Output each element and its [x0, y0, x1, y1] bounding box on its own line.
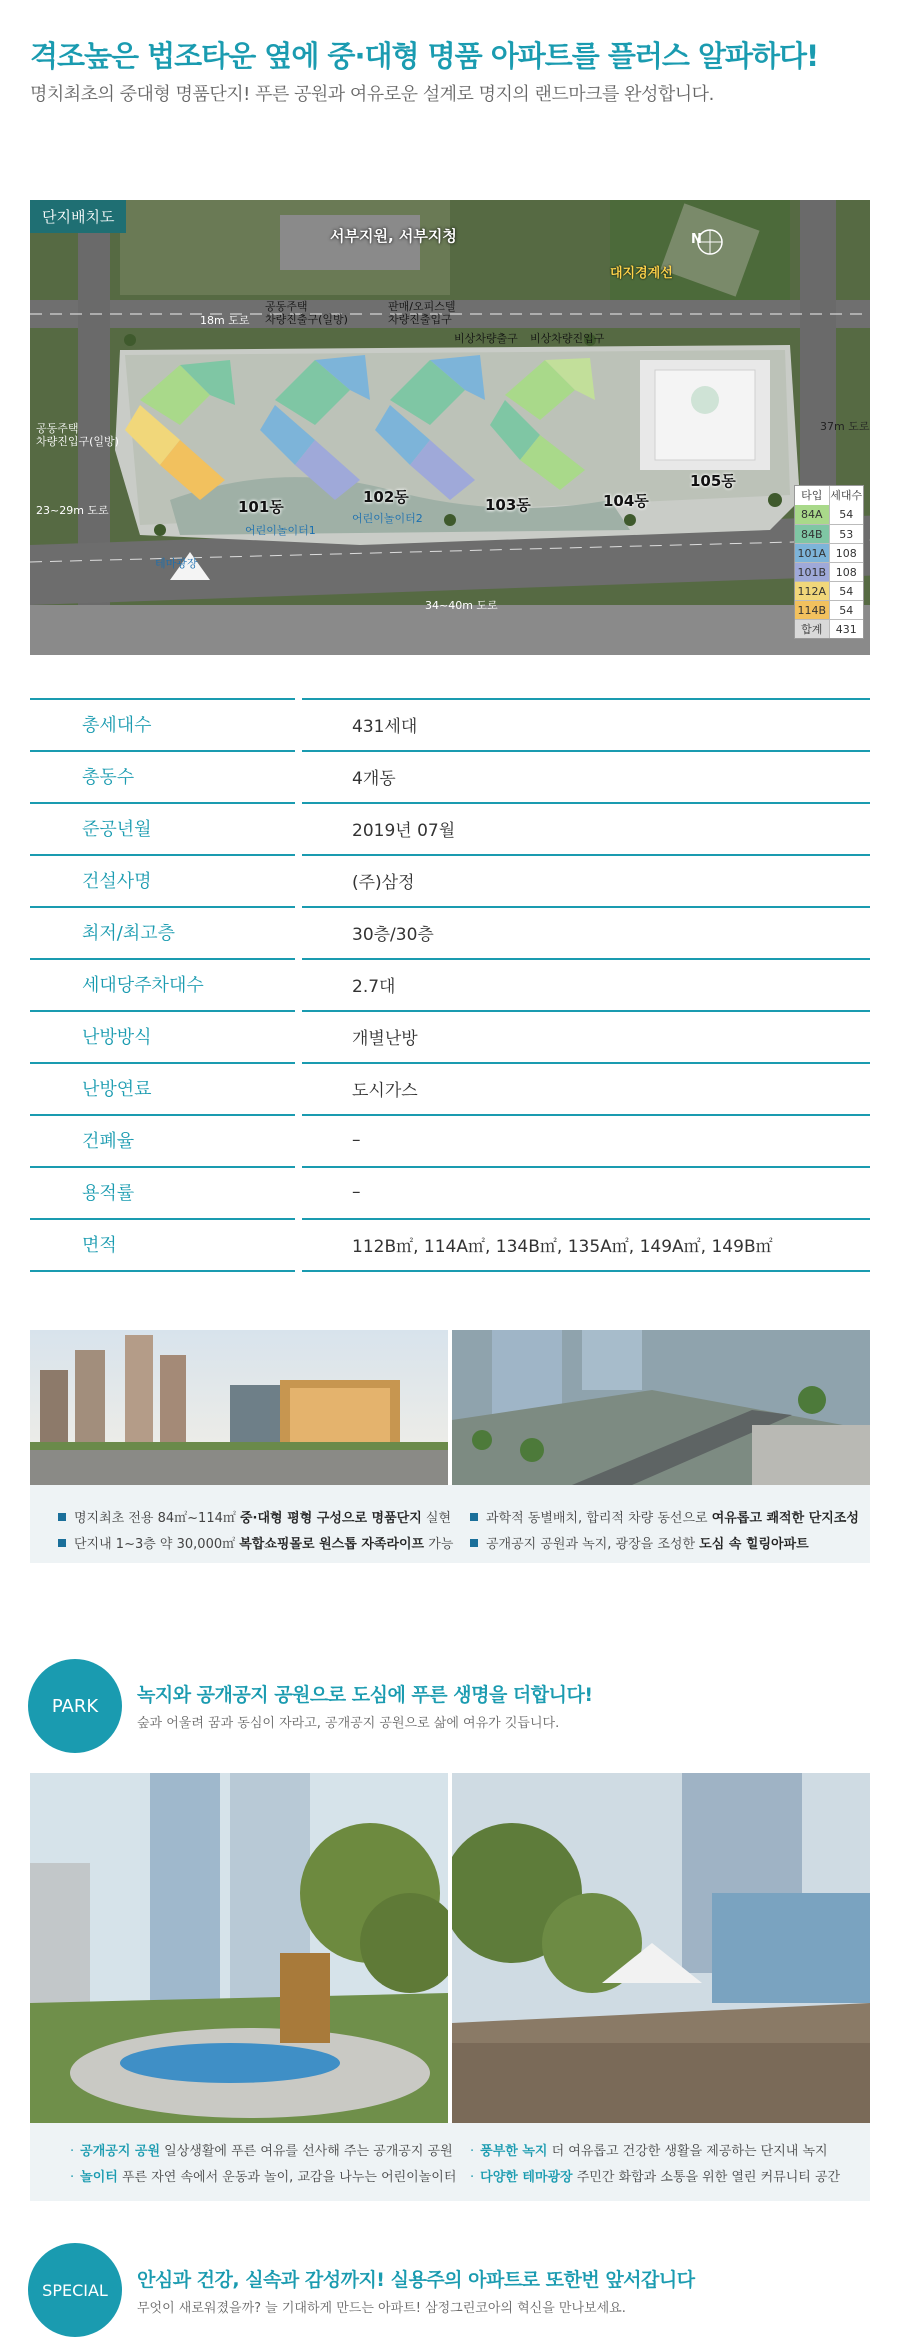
spec-key: 총세대수 [82, 715, 152, 736]
park-features-panel [30, 2123, 870, 2201]
emergency-entry-label: 비상차량진입구 [530, 332, 605, 345]
park-feature-3: · 놀이터 푸른 자연 속에서 운동과 놀이, 교감을 나누는 어린이놀이터 [70, 2170, 457, 2185]
photo-playground [30, 1773, 448, 2123]
spec-key: 준공년월 [82, 819, 152, 840]
spec-value: – [352, 1182, 361, 1202]
block-102-label: 102동 [363, 488, 409, 506]
park-title: 녹지와 공개공지 공원으로 도심에 푸른 생명을 더합니다! [137, 1684, 593, 1706]
spec-key: 면적 [82, 1235, 117, 1256]
park-feature-4: · 다양한 테마광장 주민간 화합과 소통을 위한 열린 커뮤니티 공간 [470, 2170, 841, 2185]
block-105-label: 105동 [690, 472, 736, 490]
photo-exterior-street [30, 1330, 448, 1485]
park-subtitle: 숲과 어울려 꿈과 동심이 자라고, 공개공지 공원으로 삶에 여유가 깃듭니다. [137, 1716, 560, 1731]
spec-value: 2.7대 [352, 976, 396, 997]
plaza-label: 테마광장 [155, 557, 198, 570]
spec-key: 난방연료 [82, 1079, 152, 1100]
legend-header-type: 타입 [801, 489, 823, 502]
legend-type: 84A [795, 505, 829, 524]
spec-value: 2019년 07월 [352, 820, 456, 841]
legend-type: 114B [795, 601, 829, 619]
site-plan-map [30, 200, 870, 655]
office-entry-label: 판매/오피스텔 차량진출입구 [388, 300, 456, 326]
spec-row [30, 1010, 870, 1062]
site-plan-graphic [30, 200, 870, 655]
photo-aerial-street [452, 1330, 870, 1485]
playground2-label: 어린이놀이터2 [352, 512, 423, 525]
spec-value: 30층/30층 [352, 924, 434, 945]
legend-header [795, 486, 863, 505]
emergency-exit-label: 비상차량출구 [454, 332, 518, 345]
legend-count: 54 [829, 505, 864, 524]
spec-row [30, 1062, 870, 1114]
spec-row [30, 906, 870, 958]
spec-key: 총동수 [82, 767, 135, 788]
legend-count: 108 [829, 563, 864, 581]
park-badge: PARK [28, 1659, 122, 1753]
legend-type: 합계 [795, 620, 829, 638]
legend-row [795, 562, 863, 581]
legend-row [795, 581, 863, 600]
road-18m-label: 18m 도로 [200, 314, 250, 327]
spec-row [30, 854, 870, 906]
spec-value: 112B㎡, 114A㎡, 134B㎡, 135A㎡, 149A㎡, 149B㎡ [352, 1236, 773, 1257]
spec-value: 4개동 [352, 768, 396, 789]
apt-entry-label: 공동주택 차량진입구(일방) [36, 422, 119, 448]
spec-table [30, 698, 870, 1272]
legend-row [795, 600, 863, 619]
court-label: 서부지원, 서부지청 [330, 227, 457, 245]
spec-row [30, 802, 870, 854]
compass-icon: N [691, 232, 702, 247]
legend-count: 53 [829, 525, 864, 543]
block-104-label: 104동 [603, 492, 649, 510]
spec-value: 개별난방 [352, 1028, 418, 1049]
feature-item-3: 단지내 1~3층 약 30,000㎡ 복합쇼핑몰로 원스톱 자족라이프 가능 [58, 1533, 453, 1552]
legend-header-count: 세대수 [829, 486, 864, 505]
legend-row [795, 543, 863, 562]
legend-row [795, 505, 863, 524]
spec-key: 난방방식 [82, 1027, 152, 1048]
spec-bottom-border [30, 1270, 870, 1272]
block-103-label: 103동 [485, 496, 531, 514]
boundary-label: 대지경계선 [610, 266, 673, 281]
spec-row [30, 1166, 870, 1218]
spec-row [30, 698, 870, 750]
apt-exit-label: 공동주택 차량진출구(일방) [265, 300, 348, 326]
feature-item-4: 공개공지 공원과 녹지, 광장을 조성한 도심 속 힐링아파트 [470, 1533, 809, 1552]
park-feature-2: · 풍부한 녹지 더 여유롭고 건강한 생활을 제공하는 단지내 녹지 [470, 2144, 828, 2159]
legend-count: 54 [829, 582, 864, 600]
special-subtitle: 무엇이 새로워졌을까? 늘 기대하게 만드는 아파트! 삼정그린코아의 혁신을 만나보세요. [137, 2301, 626, 2316]
spec-key: 세대당주차대수 [82, 975, 204, 996]
page-title: 격조높은 법조타운 옆에 중·대형 명품 아파트를 플러스 알파하다! [30, 39, 819, 73]
special-title: 안심과 건강, 실속과 감성까지! 실용주의 아파트로 또한번 앞서갑니다 [137, 2269, 695, 2291]
spec-key: 용적률 [82, 1183, 135, 1204]
spec-row [30, 1218, 870, 1270]
site-plan-tag: 단지배치도 [30, 200, 126, 233]
spec-value: – [352, 1130, 361, 1150]
spec-row [30, 750, 870, 802]
spec-key: 최저/최고층 [82, 923, 176, 944]
legend-type: 101A [795, 544, 829, 562]
spec-key: 건폐율 [82, 1131, 135, 1152]
legend-type: 84B [795, 525, 829, 543]
park-feature-1: · 공개공지 공원 일상생활에 푸른 여유를 선사해 주는 공개공지 공원 [70, 2144, 453, 2159]
spec-value: 431세대 [352, 716, 418, 737]
feature-item-1: 명지최초 전용 84㎡~114㎡ 중·대형 평형 구성으로 명품단지 실현 [58, 1507, 451, 1526]
road-37m-label: 37m 도로 [820, 420, 870, 433]
road-23m-label: 23~29m 도로 [36, 504, 109, 517]
unit-type-legend [794, 485, 864, 639]
spec-row [30, 1114, 870, 1166]
photo-theme-plaza [452, 1773, 870, 2123]
legend-row [795, 524, 863, 543]
feature-item-2: 과학적 동별배치, 합리적 차량 동선으로 여유롭고 쾌적한 단지조성 [470, 1507, 859, 1526]
spec-value: 도시가스 [352, 1080, 418, 1101]
spec-row [30, 958, 870, 1010]
page-subtitle: 명치최초의 중대형 명품단지! 푸른 공원과 여유로운 설계로 명지의 랜드마크를 완성합니다. [30, 84, 714, 105]
legend-row [795, 619, 863, 638]
block-101-label: 101동 [238, 498, 284, 516]
playground1-label: 어린이놀이터1 [245, 524, 316, 537]
special-badge: SPECIAL [28, 2243, 122, 2337]
spec-key: 건설사명 [82, 871, 152, 892]
legend-type: 101B [795, 563, 829, 581]
road-34m-label: 34~40m 도로 [425, 599, 498, 612]
legend-count: 431 [829, 620, 864, 638]
legend-count: 108 [829, 544, 864, 562]
legend-count: 54 [829, 601, 864, 619]
spec-value: (주)삼정 [352, 872, 415, 893]
legend-type: 112A [795, 582, 829, 600]
